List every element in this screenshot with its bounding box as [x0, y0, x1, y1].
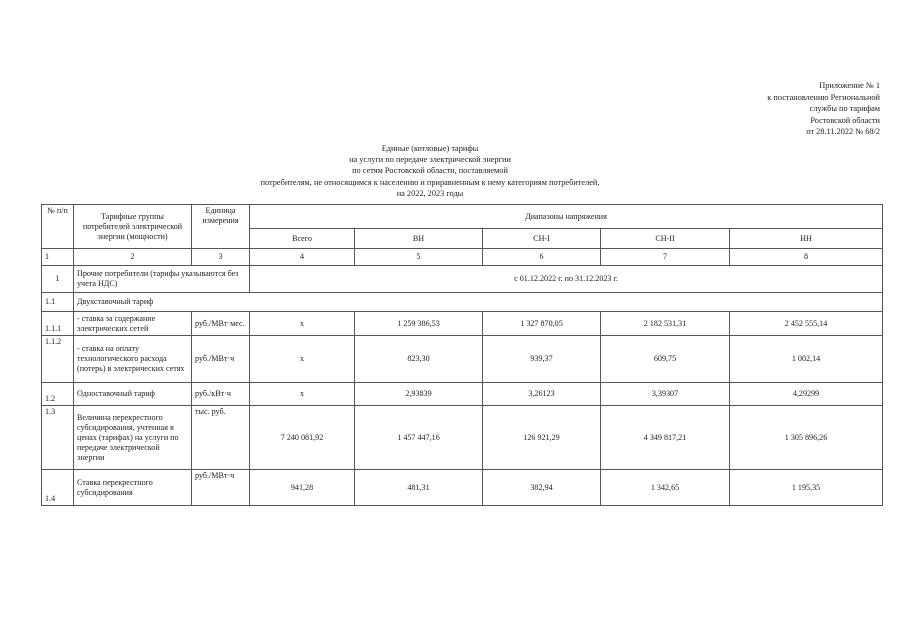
- row-value: 1 342,65: [601, 470, 730, 506]
- row-num: 1.1: [42, 293, 74, 312]
- row-name: Ставка перекрестного субсидирования: [74, 470, 192, 506]
- subsection-row: [42, 293, 883, 312]
- col-number: 6: [483, 249, 601, 266]
- section-period: с 01.12.2022 г. по 31.12.2023 г.: [250, 266, 883, 293]
- row-value: 1 259 386,53: [355, 312, 483, 336]
- header-ranges: Диапазоны напряжения: [250, 205, 883, 229]
- row-value: 3,39307: [601, 383, 730, 406]
- header-num: № п/п: [42, 205, 74, 249]
- row-value: 3,26123: [483, 383, 601, 406]
- row-value: 2 182 531,31: [601, 312, 730, 336]
- row-value: 2,93839: [355, 383, 483, 406]
- tariff-table: [41, 204, 883, 506]
- table-row: [42, 312, 883, 336]
- row-value: 1 457 447,16: [355, 406, 483, 470]
- col-number: 5: [355, 249, 483, 266]
- header-level: СН-I: [483, 229, 601, 249]
- row-unit: тыс. руб.: [192, 406, 250, 470]
- table-row: [42, 470, 883, 506]
- row-value: х: [250, 312, 355, 336]
- title-line: потребителям, не относящимся к населению и приравненным к нему категориям потребителей,: [260, 177, 600, 187]
- header-unit: Единица измерения: [192, 205, 250, 249]
- row-name: Одноставочный тариф: [74, 383, 192, 406]
- section-row: [42, 266, 883, 293]
- col-number: 4: [250, 249, 355, 266]
- document-title: [180, 143, 680, 199]
- row-value: 941,28: [250, 470, 355, 506]
- row-value: 481,31: [355, 470, 483, 506]
- row-value: 4,29299: [730, 383, 883, 406]
- appendix-line: Ростовской области: [810, 115, 880, 125]
- row-num: 1.1.2: [42, 336, 74, 383]
- row-value: 1 305 896,26: [730, 406, 883, 470]
- header-groups: Тарифные группы потребителей электрической энергии (мощности): [74, 205, 192, 249]
- row-value: 823,30: [355, 336, 483, 383]
- title-line: по сетям Ростовской области, поставляемой: [352, 166, 508, 176]
- row-value: 1 195,35: [730, 470, 883, 506]
- row-num: 1.2: [42, 383, 74, 406]
- row-value: х: [250, 383, 355, 406]
- header-level: НН: [730, 229, 883, 249]
- row-value: 1 002,14: [730, 336, 883, 383]
- col-number: 8: [730, 249, 883, 266]
- row-unit: руб./МВт·мес.: [192, 312, 250, 336]
- header-level: СН-II: [601, 229, 730, 249]
- row-name: - ставка на оплату технологического расхода (потерь) в электрических сетях: [74, 336, 192, 383]
- row-unit: руб./МВт·ч: [192, 336, 250, 383]
- row-name: Двухставочный тариф: [74, 293, 883, 312]
- row-value: 382,94: [483, 470, 601, 506]
- appendix-line: от 28.11.2022 № 68/2: [806, 127, 880, 137]
- title-line: на услуги по передаче электрической энергии: [349, 155, 511, 165]
- row-value: 609,75: [601, 336, 730, 383]
- row-value: 2 452 555,14: [730, 312, 883, 336]
- row-num: 1.4: [42, 470, 74, 506]
- appendix-block: [680, 80, 880, 138]
- header-level: ВН: [355, 229, 483, 249]
- row-unit: руб./МВт·ч: [192, 470, 250, 506]
- appendix-line: к постановлению Региональной: [767, 92, 880, 102]
- row-value: 1 327 870,05: [483, 312, 601, 336]
- appendix-line: Приложение № 1: [819, 81, 880, 90]
- row-num: 1.1.1: [42, 312, 74, 336]
- row-name: Величина перекрестного субсидирования, учтенная в ценах (тарифах) на услуги по передаче электрической энергии: [74, 406, 192, 470]
- row-value: 7 240 081,92: [250, 406, 355, 470]
- row-value: х: [250, 336, 355, 383]
- row-value: 939,37: [483, 336, 601, 383]
- row-name: Прочие потребители (тарифы указываются без учета НДС): [74, 266, 250, 293]
- col-number: 7: [601, 249, 730, 266]
- col-number: 1: [42, 249, 74, 266]
- row-value: 4 349 817,21: [601, 406, 730, 470]
- appendix-line: службы по тарифам: [809, 104, 880, 114]
- row-num: 1: [42, 266, 74, 293]
- row-num: 1.3: [42, 406, 74, 470]
- title-line: Единые (котловые) тарифы: [381, 144, 479, 153]
- row-unit: руб./кВт·ч: [192, 383, 250, 406]
- table-row: [42, 406, 883, 470]
- title-line: на 2022, 2023 годы: [396, 188, 464, 198]
- row-value: 126 921,29: [483, 406, 601, 470]
- table-row: [42, 383, 883, 406]
- row-name: - ставка за содержание электрических сетей: [74, 312, 192, 336]
- col-number: 2: [74, 249, 192, 266]
- col-number: 3: [192, 249, 250, 266]
- header-level: Всего: [250, 229, 355, 249]
- table-row: [42, 336, 883, 383]
